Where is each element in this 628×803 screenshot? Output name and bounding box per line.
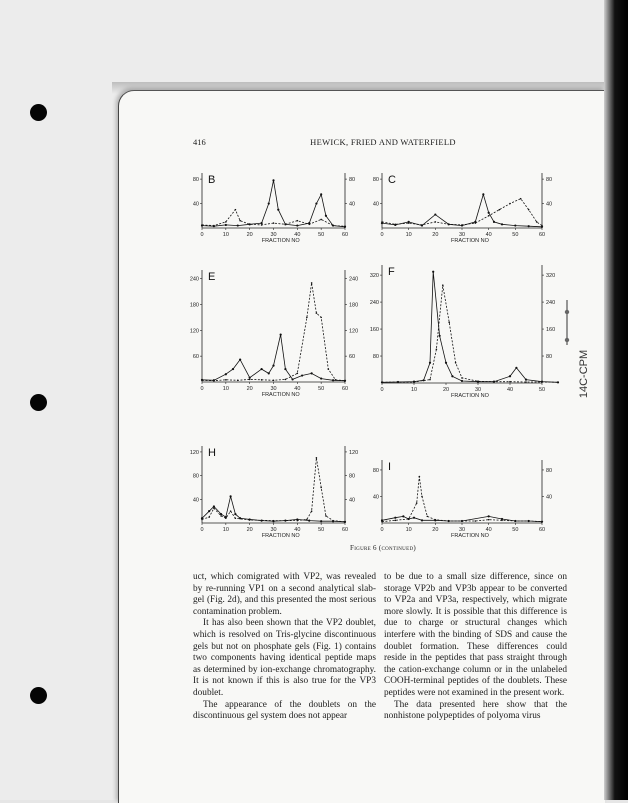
y-tick-label-right: 240	[546, 300, 556, 307]
data-point-dashed	[448, 322, 450, 324]
y-tick-label-right: 320	[546, 273, 556, 280]
data-point-solid	[234, 513, 236, 515]
x-tick-label: 10	[222, 386, 229, 392]
data-point-solid	[488, 212, 490, 214]
data-point-solid	[514, 224, 516, 226]
data-point-solid	[301, 374, 303, 376]
data-point-dashed	[344, 521, 346, 523]
data-point-dashed	[395, 520, 397, 522]
x-tick-label: 40	[506, 387, 514, 393]
series-line-dashed	[382, 477, 542, 522]
data-point-dashed	[316, 312, 318, 314]
data-point-solid	[434, 213, 436, 215]
text-column-right	[384, 572, 567, 723]
x-tick-label: 40	[485, 527, 492, 533]
data-point-dashed	[344, 225, 346, 227]
x-tick-label: 0	[380, 232, 384, 238]
data-point-solid	[225, 224, 227, 226]
data-point-dashed	[249, 224, 251, 226]
side-scale-marker	[565, 300, 569, 345]
x-tick-label: 20	[246, 232, 253, 238]
data-point-solid	[315, 202, 317, 204]
y-tick-label-left: 180	[189, 302, 199, 309]
x-tick-label: 0	[200, 232, 204, 238]
data-point-solid	[230, 495, 232, 497]
y-tick-label-left: 80	[372, 354, 379, 361]
data-point-dashed	[230, 510, 232, 512]
text-column-left	[193, 572, 376, 723]
chart-panel-b	[193, 173, 355, 244]
data-point-dashed	[448, 520, 450, 522]
y-tick-label-right: 40	[349, 201, 356, 208]
x-tick-label: 40	[294, 386, 301, 392]
y-tick-label-left: 160	[369, 327, 379, 334]
y-tick-label-right: 120	[349, 449, 359, 456]
data-point-dashed	[332, 520, 334, 522]
data-point-dashed	[285, 379, 287, 381]
x-tick-label: 20	[432, 527, 439, 533]
y-tick-label-right: 80	[546, 354, 553, 361]
panel-letter: C	[388, 174, 396, 186]
data-point-dashed	[455, 362, 457, 364]
x-tick-label: 30	[458, 232, 466, 238]
x-tick-label: 50	[318, 386, 325, 392]
data-point-dashed	[427, 516, 429, 518]
x-tick-label: 10	[405, 527, 412, 533]
y-tick-label-left: 120	[189, 328, 199, 335]
y-tick-label-left: 80	[372, 177, 379, 184]
data-point-dashed	[297, 373, 299, 375]
paragraph: The appearance of the doublets on the discontinuous gel system does not appear	[193, 699, 376, 722]
data-point-dashed	[499, 209, 501, 211]
data-point-dashed	[397, 381, 399, 383]
x-tick-label: 10	[222, 232, 229, 238]
data-point-solid	[402, 515, 404, 517]
data-point-dashed	[297, 520, 299, 522]
data-point-dashed	[381, 221, 383, 223]
data-point-dashed	[320, 317, 322, 319]
y-tick-label-right: 40	[349, 497, 356, 504]
data-point-solid	[413, 517, 415, 519]
data-point-dashed	[475, 222, 477, 224]
data-point-dashed	[261, 224, 263, 226]
data-point-dashed	[525, 381, 527, 383]
y-tick-label-left: 80	[192, 177, 199, 184]
x-tick-label: 20	[432, 232, 439, 238]
data-point-dashed	[416, 502, 418, 504]
side-label-text: 14C-CPM	[578, 349, 591, 399]
data-point-solid	[525, 379, 527, 381]
y-tick-label-left: 40	[372, 494, 379, 501]
side-scale-dot	[565, 310, 569, 314]
data-point-dashed	[475, 520, 477, 522]
x-tick-label: 50	[538, 387, 546, 393]
data-point-dashed	[235, 517, 237, 519]
data-point-solid	[284, 368, 286, 370]
page-number: 416	[193, 137, 206, 147]
data-point-dashed	[419, 476, 421, 478]
x-axis-label: FRACTION NO	[451, 533, 489, 539]
data-point-dashed	[493, 381, 495, 383]
x-tick-label: 40	[485, 232, 492, 238]
data-point-dashed	[461, 520, 463, 522]
x-tick-label: 40	[294, 527, 301, 533]
data-point-dashed	[235, 209, 237, 211]
data-point-solid	[308, 520, 310, 522]
data-point-solid	[320, 520, 322, 522]
series-line-solid	[382, 272, 558, 383]
data-point-dashed	[332, 225, 334, 227]
x-axis-label: FRACTION NO	[451, 238, 489, 244]
data-point-solid	[249, 377, 251, 379]
data-point-dashed	[249, 379, 251, 381]
x-tick-label: 30	[474, 387, 482, 393]
y-tick-label-left: 80	[372, 467, 379, 474]
x-tick-label: 50	[512, 232, 519, 238]
data-point-solid	[239, 359, 241, 361]
data-point-dashed	[461, 224, 463, 226]
data-point-dashed	[435, 519, 437, 521]
data-point-dashed	[442, 284, 444, 286]
data-point-solid	[488, 515, 490, 517]
data-point-dashed	[408, 518, 410, 520]
x-tick-label: 40	[294, 232, 301, 238]
data-point-solid	[277, 209, 279, 211]
data-point-solid	[291, 378, 293, 380]
y-tick-label-left: 240	[189, 276, 199, 283]
x-axis-label: FRACTION NO	[451, 393, 489, 399]
data-point-dashed	[213, 225, 215, 227]
data-point-dashed	[461, 377, 463, 379]
data-point-dashed	[515, 520, 517, 522]
data-point-solid	[213, 505, 215, 507]
paragraph: to be due to a small size difference, since on storage VP2b and VP3b appear to be converted to VP2a and VP3a, respectively, which migrate more slowly. It is possible that this difference is due to charge or structural changes which interfere with the binding of SDS and cause the doublet formation. These differences could reside in the peptides that pass straight through the cation-exchange column or in the unlabeled COOH-terminal peptides of the doublets. These peptides were not examined in the present work.	[384, 572, 567, 698]
series-line-solid	[202, 335, 345, 381]
data-point-solid	[493, 221, 495, 223]
y-tick-label-left: 60	[192, 354, 199, 361]
data-point-dashed	[201, 224, 203, 226]
data-point-solid	[237, 224, 239, 226]
data-point-solid	[528, 225, 530, 227]
x-tick-label: 10	[410, 387, 418, 393]
data-point-dashed	[306, 519, 308, 521]
y-tick-label-right: 80	[349, 473, 356, 480]
data-point-dashed	[249, 519, 251, 521]
x-tick-label: 60	[538, 232, 546, 238]
data-point-dashed	[320, 487, 322, 489]
data-point-solid	[445, 362, 447, 364]
data-point-dashed	[213, 380, 215, 382]
x-tick-label: 50	[512, 527, 519, 533]
side-scale-dot	[565, 338, 569, 342]
data-point-dashed	[528, 520, 530, 522]
data-point-dashed	[541, 381, 543, 383]
data-point-solid	[260, 222, 262, 224]
x-axis-label: FRACTION NO	[261, 238, 300, 244]
data-point-dashed	[520, 198, 522, 200]
data-point-dashed	[413, 381, 415, 383]
chart-panel-c	[373, 173, 552, 244]
data-point-dashed	[528, 209, 530, 211]
data-point-solid	[260, 368, 262, 370]
x-tick-label: 60	[341, 527, 349, 533]
panel-letter: B	[208, 174, 216, 186]
series-line-solid	[382, 194, 542, 226]
data-point-dashed	[220, 515, 222, 517]
y-tick-label-left: 40	[192, 497, 199, 504]
data-point-solid	[429, 362, 431, 364]
data-point-dashed	[436, 348, 438, 350]
data-point-dashed	[501, 520, 503, 522]
y-tick-label-right: 40	[546, 494, 553, 501]
data-point-dashed	[421, 496, 423, 498]
x-tick-label: 20	[246, 386, 253, 392]
figure-caption: Figure 6 (continued)	[350, 544, 416, 552]
series-line-dashed	[382, 199, 542, 226]
y-tick-label-left: 40	[192, 201, 199, 208]
data-point-dashed	[429, 379, 431, 381]
data-point-dashed	[308, 224, 310, 226]
x-tick-label: 0	[380, 387, 384, 393]
data-point-dashed	[311, 282, 313, 284]
data-point-dashed	[213, 507, 215, 509]
data-point-solid	[272, 365, 274, 367]
data-point-dashed	[201, 519, 203, 521]
x-tick-label: 30	[270, 527, 277, 533]
data-point-dashed	[381, 382, 383, 384]
data-point-dashed	[381, 521, 383, 523]
y-tick-label-right: 160	[546, 327, 556, 334]
data-point-dashed	[316, 457, 318, 459]
chart-panel-e	[190, 270, 358, 398]
x-axis-label: FRACTION NO	[261, 533, 300, 539]
paragraph: It has also been shown that the VP2 doublet, which is resolved on Tris-glycine discontinuous gels but not on phosphate gels (Fig. 1) contains two components having identical peptide maps as determined by ion-exchange chromatography. It is not known if this is also true for the VP3 doublet.	[193, 618, 376, 698]
x-tick-label: 0	[200, 386, 204, 392]
data-point-solid	[509, 375, 511, 377]
x-tick-label: 60	[538, 527, 546, 533]
paragraph: The data presented here show that the nonhistone polypeptides of polyoma virus	[384, 699, 567, 722]
series-line-solid	[202, 180, 345, 227]
x-tick-label: 30	[270, 232, 277, 238]
data-point-solid	[268, 372, 270, 374]
data-point-dashed	[273, 520, 275, 522]
data-point-dashed	[273, 222, 275, 224]
data-point-dashed	[237, 379, 239, 381]
data-point-solid	[225, 373, 227, 375]
data-point-dashed	[344, 380, 346, 382]
data-point-solid	[332, 379, 334, 381]
chart-panel-i	[373, 460, 552, 539]
data-point-dashed	[488, 215, 490, 217]
x-tick-label: 20	[246, 527, 253, 533]
y-tick-label-right: 120	[349, 328, 359, 335]
data-point-dashed	[335, 379, 337, 381]
data-point-solid	[208, 510, 210, 512]
data-point-dashed	[320, 219, 322, 221]
x-tick-label: 30	[458, 527, 466, 533]
data-point-dashed	[273, 379, 275, 381]
x-tick-label: 0	[380, 527, 384, 533]
data-point-dashed	[285, 224, 287, 226]
data-point-dashed	[509, 203, 511, 205]
data-point-solid	[325, 215, 327, 217]
data-point-dashed	[328, 368, 330, 370]
data-point-solid	[432, 271, 434, 273]
data-point-dashed	[261, 379, 263, 381]
data-point-solid	[501, 223, 503, 225]
data-point-dashed	[208, 516, 210, 518]
data-point-solid	[220, 513, 222, 515]
data-point-solid	[272, 179, 274, 181]
data-point-dashed	[541, 521, 543, 523]
data-point-dashed	[306, 317, 308, 319]
data-point-solid	[268, 202, 270, 204]
x-tick-label: 0	[200, 527, 204, 533]
data-point-dashed	[297, 220, 299, 222]
y-tick-label-left: 320	[369, 273, 379, 280]
chart-panel-f	[370, 265, 559, 399]
y-tick-label-right: 40	[546, 201, 553, 208]
data-point-solid	[320, 193, 322, 195]
data-point-dashed	[477, 381, 479, 383]
y-tick-label-left: 40	[372, 201, 379, 208]
data-point-dashed	[311, 510, 313, 512]
data-point-dashed	[225, 517, 227, 519]
x-tick-label: 20	[442, 387, 450, 393]
panel-letter: F	[388, 266, 395, 278]
data-point-dashed	[488, 519, 490, 521]
y-tick-label-right: 80	[546, 177, 553, 184]
panel-letter: H	[208, 447, 216, 459]
data-point-solid	[394, 517, 396, 519]
data-point-dashed	[435, 221, 437, 223]
data-point-solid	[296, 224, 298, 226]
paragraph: uct, which comigrated with VP2, was revealed by re-running VP1 on a second analytical slab-gel (Fig. 2d), and this presented the most serious contamination problem.	[193, 572, 376, 617]
y-tick-label-right: 60	[349, 354, 356, 361]
data-point-solid	[232, 368, 234, 370]
x-tick-label: 60	[341, 386, 349, 392]
running-head: HEWICK, FRIED AND WATERFIELD	[310, 137, 456, 147]
x-tick-label: 50	[318, 232, 325, 238]
data-point-dashed	[201, 379, 203, 381]
data-point-dashed	[395, 224, 397, 226]
data-point-dashed	[225, 221, 227, 223]
x-tick-label: 50	[318, 527, 325, 533]
y-tick-label-left: 120	[189, 449, 199, 456]
data-point-dashed	[225, 379, 227, 381]
panel-letter: I	[388, 461, 392, 473]
x-tick-label: 60	[341, 232, 349, 238]
y-tick-label-left: 240	[369, 300, 379, 307]
chart-panel-h	[190, 446, 358, 539]
data-point-dashed	[541, 225, 543, 227]
data-point-dashed	[408, 222, 410, 224]
data-point-solid	[482, 193, 484, 195]
data-point-solid	[515, 367, 517, 369]
side-axis-label	[578, 350, 590, 398]
data-point-solid	[461, 380, 463, 382]
y-tick-label-left: 80	[192, 473, 199, 480]
data-point-dashed	[536, 221, 538, 223]
y-tick-label-right: 80	[546, 467, 553, 474]
data-point-dashed	[421, 224, 423, 226]
data-point-dashed	[509, 381, 511, 383]
x-axis-label: FRACTION NO	[261, 392, 300, 398]
series-line-dashed	[382, 285, 558, 382]
y-tick-label-right: 80	[349, 177, 356, 184]
panel-letter: E	[208, 271, 216, 283]
data-point-solid	[421, 519, 423, 521]
data-point-dashed	[448, 224, 450, 226]
y-tick-label-right: 240	[349, 276, 359, 283]
x-tick-label: 10	[405, 232, 412, 238]
data-point-dashed	[325, 515, 327, 517]
data-point-dashed	[239, 220, 241, 222]
data-point-dashed	[557, 382, 559, 384]
y-tick-label-right: 180	[349, 302, 359, 309]
data-point-solid	[280, 334, 282, 336]
data-point-solid	[439, 335, 441, 337]
x-tick-label: 30	[270, 386, 277, 392]
data-point-solid	[311, 372, 313, 374]
x-tick-label: 10	[222, 527, 229, 533]
series-line-dashed	[202, 458, 345, 522]
data-point-solid	[320, 377, 322, 379]
data-point-solid	[451, 375, 453, 377]
